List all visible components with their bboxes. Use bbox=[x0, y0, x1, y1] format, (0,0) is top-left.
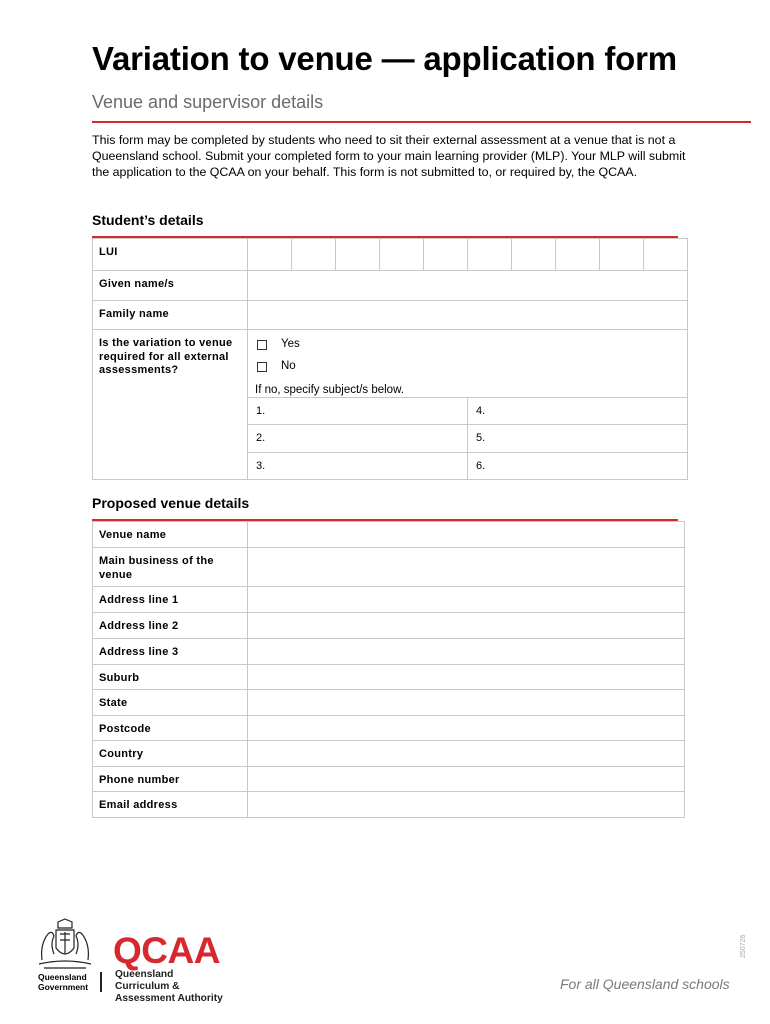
subject-field-6[interactable]: 6. bbox=[468, 453, 688, 480]
specify-note: If no, specify subject/s below. bbox=[255, 384, 404, 396]
yes-label: Yes bbox=[281, 338, 300, 350]
country-label: Country bbox=[93, 741, 248, 767]
email-address-row bbox=[93, 792, 685, 818]
phone-number-label: Phone number bbox=[93, 767, 248, 792]
postcode-label: Postcode bbox=[93, 716, 248, 741]
address-line-2-field[interactable] bbox=[248, 613, 685, 639]
postcode-row bbox=[93, 716, 685, 741]
venue-details-heading: Proposed venue details bbox=[92, 495, 250, 511]
postcode-field[interactable] bbox=[248, 716, 685, 741]
lui-label: LUI bbox=[93, 239, 248, 271]
lui-digit-box[interactable] bbox=[424, 239, 468, 271]
page-subtitle: Venue and supervisor details bbox=[92, 92, 324, 112]
lui-digit-box[interactable] bbox=[336, 239, 380, 271]
venue-name-label: Venue name bbox=[93, 522, 248, 548]
lui-digit-box[interactable] bbox=[292, 239, 336, 271]
venue-details-table bbox=[92, 521, 685, 818]
given-name-row bbox=[93, 271, 688, 301]
address-line-1-row bbox=[93, 587, 685, 613]
email-address-field[interactable] bbox=[248, 792, 685, 818]
lui-digit-box[interactable] bbox=[556, 239, 600, 271]
address-line-2-label: Address line 2 bbox=[93, 613, 248, 639]
variation-row bbox=[93, 330, 688, 398]
family-name-field[interactable] bbox=[248, 301, 688, 330]
checkbox-icon[interactable] bbox=[257, 340, 267, 350]
variation-options bbox=[248, 330, 688, 398]
address-line-3-field[interactable] bbox=[248, 639, 685, 665]
page-title: Variation to venue — application form bbox=[92, 40, 677, 77]
queensland-crest-icon bbox=[36, 918, 94, 972]
lui-digit-box[interactable] bbox=[644, 239, 688, 271]
title-divider bbox=[92, 121, 751, 123]
lui-row bbox=[93, 239, 688, 271]
main-business-label: Main business of the venue bbox=[93, 548, 248, 587]
suburb-row bbox=[93, 665, 685, 690]
document-code: 250726 bbox=[740, 934, 747, 958]
address-line-3-label: Address line 3 bbox=[93, 639, 248, 665]
given-name-label: Given name/s bbox=[93, 271, 248, 301]
qcaa-full-name: Queensland Curriculum & Assessment Authority bbox=[115, 969, 223, 1004]
subject-field-2[interactable]: 2. bbox=[248, 425, 468, 453]
no-option[interactable] bbox=[255, 360, 687, 382]
lui-digit-box[interactable] bbox=[512, 239, 556, 271]
venue-name-field[interactable] bbox=[248, 522, 685, 548]
address-line-1-label: Address line 1 bbox=[93, 587, 248, 613]
address-line-3-row bbox=[93, 639, 685, 665]
subject-field-3[interactable]: 3. bbox=[248, 453, 468, 480]
no-label: No bbox=[281, 360, 296, 372]
lui-digit-box[interactable] bbox=[380, 239, 424, 271]
venue-name-row bbox=[93, 522, 685, 548]
country-row bbox=[93, 741, 685, 767]
subject-field-4[interactable]: 4. bbox=[468, 398, 688, 425]
lui-digit-box[interactable] bbox=[468, 239, 512, 271]
email-address-label: Email address bbox=[93, 792, 248, 818]
checkbox-icon[interactable] bbox=[257, 362, 267, 372]
students-details-table bbox=[92, 238, 688, 480]
family-name-label: Family name bbox=[93, 301, 248, 330]
country-field[interactable] bbox=[248, 741, 685, 767]
variation-question-label: Is the variation to venue required for all external assessments? bbox=[93, 330, 248, 480]
queensland-government-logo-text: Queensland Government bbox=[38, 972, 89, 992]
yes-option[interactable] bbox=[255, 338, 687, 360]
given-name-field[interactable] bbox=[248, 271, 688, 301]
logo-divider bbox=[100, 972, 102, 992]
state-row bbox=[93, 690, 685, 716]
intro-paragraph: This form may be completed by students who need to sit their external assessment at a venue that is not a Queensland school. Submit your completed form to your main learning provider (MLP). Your MLP will submit the application to the QCAA on your behalf. This form is not submitted to, or required by, the QCAA. bbox=[92, 133, 686, 179]
lui-digit-box[interactable] bbox=[600, 239, 644, 271]
family-name-row bbox=[93, 301, 688, 330]
footer-tagline: For all Queensland schools bbox=[560, 976, 730, 992]
state-label: State bbox=[93, 690, 248, 716]
phone-number-row bbox=[93, 767, 685, 792]
suburb-field[interactable] bbox=[248, 665, 685, 690]
state-field[interactable] bbox=[248, 690, 685, 716]
qcaa-logo: QCAA bbox=[113, 930, 220, 971]
phone-number-field[interactable] bbox=[248, 767, 685, 792]
suburb-label: Suburb bbox=[93, 665, 248, 690]
address-line-2-row bbox=[93, 613, 685, 639]
address-line-1-field[interactable] bbox=[248, 587, 685, 613]
main-business-field[interactable] bbox=[248, 548, 685, 587]
students-details-heading: Student’s details bbox=[92, 212, 204, 228]
subject-field-5[interactable]: 5. bbox=[468, 425, 688, 453]
main-business-row bbox=[93, 548, 685, 587]
subject-field-1[interactable]: 1. bbox=[248, 398, 468, 425]
lui-digit-box[interactable] bbox=[248, 239, 292, 271]
